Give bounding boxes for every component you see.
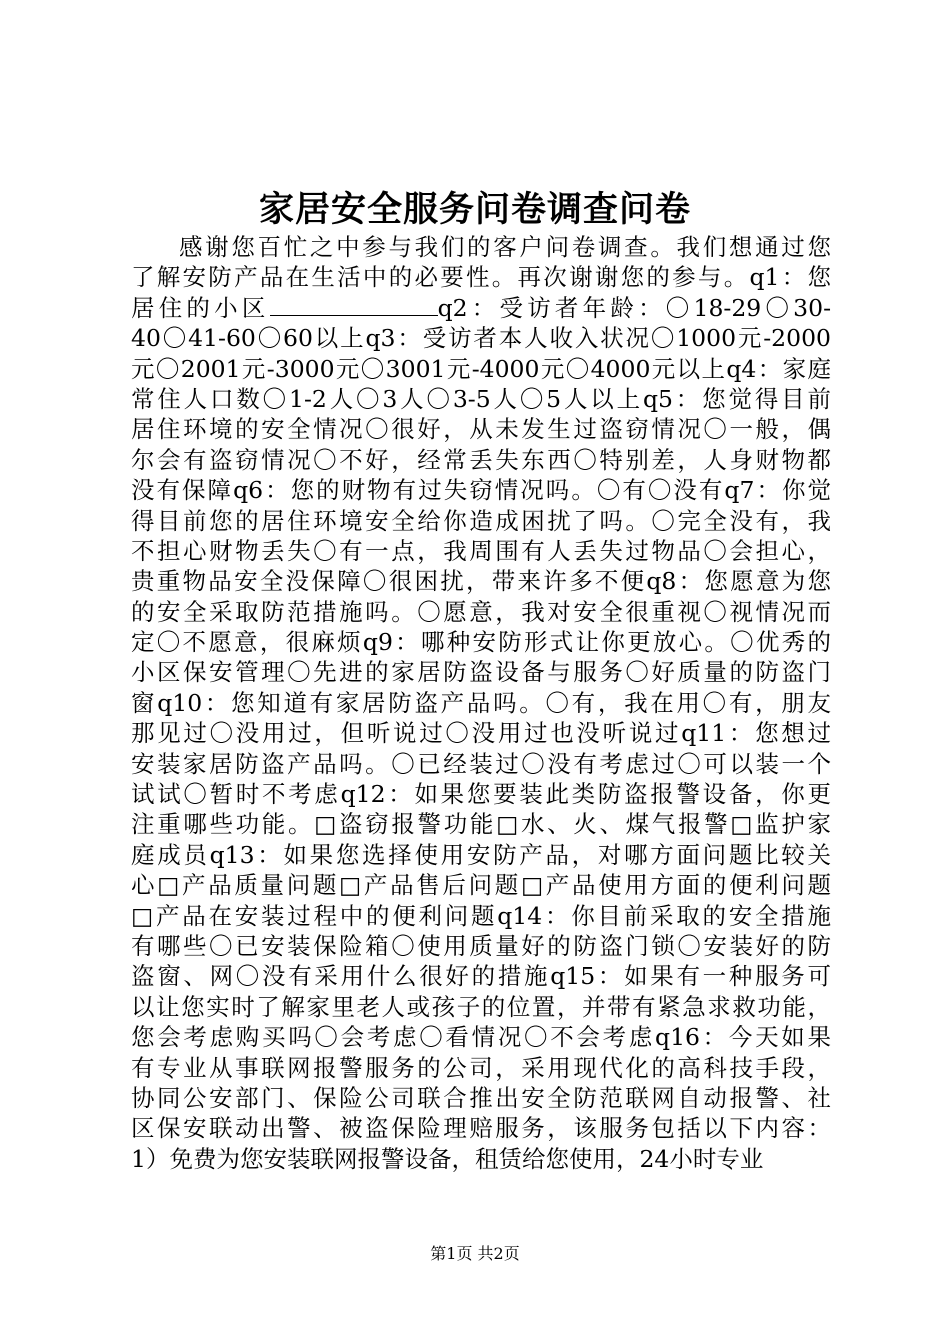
body-line: 小区保安管理〇先进的家居防盗设备与服务〇好质量的防盗门 (131, 658, 831, 687)
body-line: 元〇2001元-3000元〇3001元-4000元〇4000元以上q4：家庭 (131, 354, 831, 383)
document-body (131, 232, 831, 1174)
body-line: 贵重物品安全没保障〇很困扰，带来许多不便q8：您愿意为您 (131, 567, 831, 596)
body-line: 不担心财物丢失〇有一点，我周围有人丢失过物品〇会担心， (131, 536, 831, 565)
body-line: 那见过〇没用过，但听说过〇没用过也没听说过q11：您想过 (131, 719, 831, 748)
body-line: 区保安联动出警、被盗保险理赔服务，该服务包括以下内容： (131, 1114, 831, 1143)
body-line-part: 居住的小区 (131, 293, 270, 322)
body-line: 安装家居防盗产品吗。〇已经装过〇没有考虑过〇可以装一个 (131, 749, 831, 778)
body-line: 心□产品质量问题□产品售后问题□产品使用方面的便利问题 (131, 871, 831, 900)
body-line: 得目前您的居住环境安全给你造成困扰了吗。〇完全没有，我 (131, 506, 831, 535)
body-line-part: q2：受访者年龄：〇18-29〇30- (437, 293, 832, 322)
body-line: 协同公安部门、保险公司联合推出安全防范联网自动报警、社 (131, 1083, 831, 1112)
body-line: 尔会有盗窃情况〇不好，经常丢失东西〇特别差，人身财物都 (131, 445, 831, 474)
body-line: 有专业从事联网报警服务的公司，采用现代化的高科技手段， (131, 1053, 831, 1082)
body-line: 庭成员q13：如果您选择使用安防产品，对哪方面问题比较关 (131, 840, 831, 869)
body-line: 试试〇暂时不考虑q12：如果您要装此类防盗报警设备，你更 (131, 780, 831, 809)
body-line: 定〇不愿意，很麻烦q9：哪种安防形式让你更放心。〇优秀的 (131, 628, 831, 657)
body-line: 40〇41-60〇60以上q3：受访者本人收入状况〇1000元-2000 (131, 324, 831, 353)
body-line: 以让您实时了解家里老人或孩子的位置，并带有紧急求救功能， (131, 992, 831, 1021)
body-line: 居住环境的安全情况〇很好，从未发生过盗窃情况〇一般，偶 (131, 415, 831, 444)
body-line: 注重哪些功能。□盗窃报警功能□水、火、煤气报警□监护家 (131, 810, 831, 839)
document-title: 家居安全服务问卷调查问卷 (258, 189, 691, 230)
body-line: 窗q10：您知道有家居防盗产品吗。〇有，我在用〇有，朋友 (131, 688, 831, 717)
body-line (131, 293, 831, 323)
page-footer: 第1页 共2页 (430, 1244, 520, 1263)
body-line: 常住人口数〇1-2人〇3人〇3-5人〇5人以上q5：您觉得目前 (131, 384, 831, 413)
answer-blank (270, 293, 438, 316)
body-line: 盗窗、网〇没有采用什么很好的措施q15：如果有一种服务可 (131, 962, 831, 991)
body-line: □产品在安装过程中的便利问题q14：你目前采取的安全措施 (131, 901, 831, 930)
body-line: 没有保障q6：您的财物有过失窃情况吗。〇有〇没有q7：你觉 (131, 476, 831, 505)
body-line: 的安全采取防范措施吗。〇愿意，我对安全很重视〇视情况而 (131, 597, 831, 626)
body-line: 您会考虑购买吗〇会考虑〇看情况〇不会考虑q16：今天如果 (131, 1023, 831, 1052)
body-line: 了解安防产品在生活中的必要性。再次谢谢您的参与。q1：您 (131, 263, 831, 292)
body-line: 有哪些〇已安装保险箱〇使用质量好的防盗门锁〇安装好的防 (131, 931, 831, 960)
body-line: 1）免费为您安装联网报警设备，租赁给您使用，24小时专业 (131, 1144, 764, 1173)
body-line: 感谢您百忙之中参与我们的客户问卷调查。我们想通过您 (179, 233, 831, 261)
